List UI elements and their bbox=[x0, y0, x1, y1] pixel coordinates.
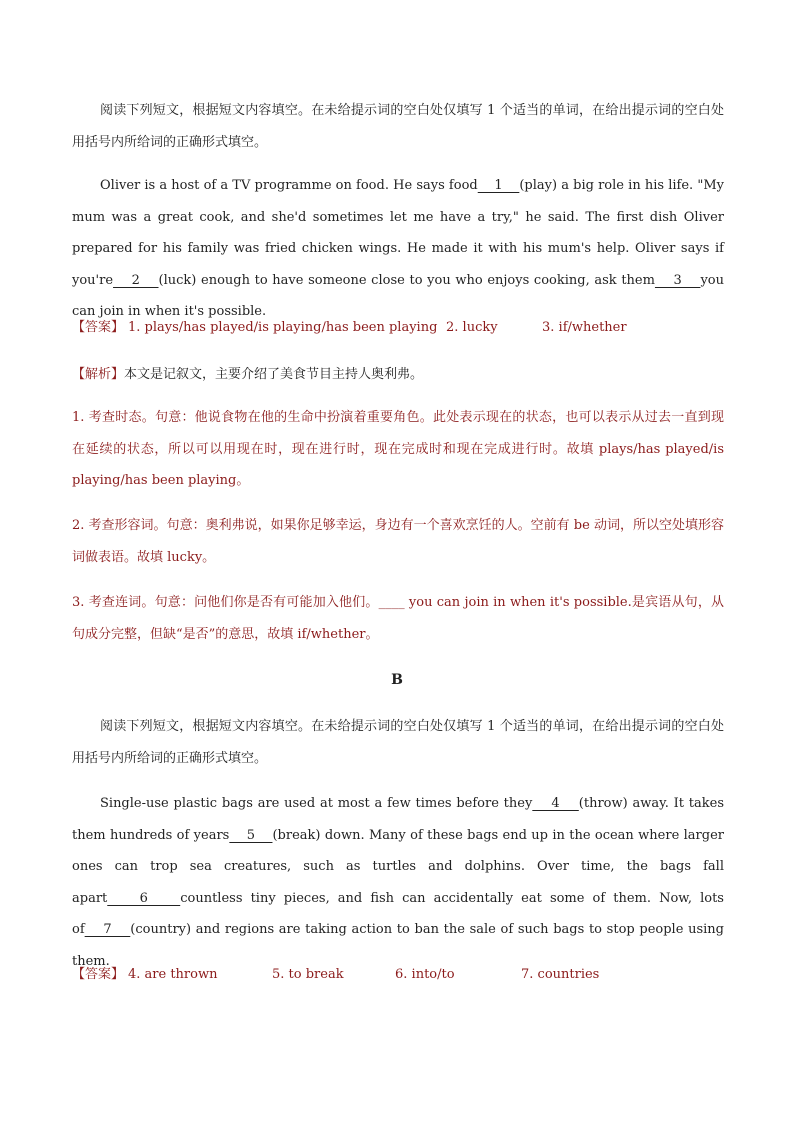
blank-1: 1 bbox=[477, 178, 520, 193]
answer-1: 1. plays/has played/is playing/has been playing bbox=[128, 320, 438, 335]
blank-7: 7 bbox=[84, 922, 131, 937]
answer-2: 2. lucky bbox=[446, 320, 498, 335]
section-b-instruction: 阅读下列短文，根据短文内容填空。在未给提示词的空白处仅填写 1 个适当的单词，在给出提示词的空白处用括号内所给词的正确形式填空。 bbox=[72, 719, 724, 766]
passage-text: you can join in when it's possible. bbox=[72, 272, 724, 319]
analysis-item-2: 2. 考查形容词。句意：奥利弗说，如果你足够幸运，身边有一个喜欢烹饪的人。空前有 be 动词，所以空处填形容词做表语。故填 lucky。 bbox=[72, 518, 724, 565]
answer-tag: 【答案】 bbox=[72, 967, 125, 982]
section-b-passage bbox=[72, 788, 724, 977]
answer-7: 7. countries bbox=[521, 967, 600, 982]
answer-3: 3. if/whether bbox=[542, 320, 627, 335]
blank-3: 3 bbox=[654, 272, 701, 288]
answer-4: 4. are thrown bbox=[128, 967, 218, 982]
passage-text: (play) a big role in his life. "My mum was a great cook, and she'd sometimes let me have a try," he said. The first dish Oliver prepared for his family was fried chicken wings. He made it with his mum's help. Oliver says if you're bbox=[72, 178, 724, 288]
answer-6: 6. into/to bbox=[395, 967, 455, 982]
blank-6: 6 bbox=[107, 890, 181, 906]
passage-text: Single-use plastic bags are used at most a few times before they bbox=[100, 796, 533, 811]
analysis-intro bbox=[72, 359, 724, 391]
blank-2: 2 bbox=[113, 272, 159, 288]
analysis-item-1: 1. 考查时态。句意：他说食物在他的生命中扮演着重要角色。此处表示现在的状态，也可以表示从过去一直到现在延续的状态，所以可以用现在时，现在进行时，现在完成时和现在完成进行时。故填 plays/has played/is playing/has been playing。 bbox=[72, 410, 724, 488]
answer-tag: 【答案】 bbox=[72, 320, 125, 335]
section-a-passage bbox=[72, 170, 724, 328]
passage-text: (throw) away. It takes them hundreds of years bbox=[72, 796, 724, 843]
passage-text: (break) down. Many of these bags end up in the ocean where larger ones can trop sea creatures, such as turtles and dolphins. Over time, the bags fall apart bbox=[72, 827, 724, 906]
passage-text: (luck) enough to have someone close to you who enjoys cooking, ask them bbox=[158, 272, 655, 288]
analysis-intro-text: 本文是记叙文，主要介绍了美食节目主持人奥利弗。 bbox=[124, 367, 424, 382]
section-a-instruction: 阅读下列短文，根据短文内容填空。在未给提示词的空白处仅填写 1 个适当的单词，在给出提示词的空白处用括号内所给词的正确形式填空。 bbox=[72, 103, 724, 150]
passage-text: countless tiny pieces, and fish can accidentally eat some of them. Now, lots of bbox=[72, 890, 724, 937]
passage-text: Oliver is a host of a TV programme on food. He says food bbox=[100, 178, 478, 193]
passage-text: (country) and regions are taking action to ban the sale of such bags to stop people using them. bbox=[72, 922, 724, 969]
blank-4: 4 bbox=[532, 796, 579, 811]
analysis-item-3: 3. 考查连词。句意：问他们你是否有可能加入他们。____ you can join in when it's possible.是宾语从句，从句成分完整，但缺“是否”的意思，故填 if/whether。 bbox=[72, 595, 724, 642]
section-b-heading: B bbox=[391, 672, 403, 688]
blank-5: 5 bbox=[229, 827, 273, 843]
analysis-tag: 【解析】 bbox=[72, 367, 125, 382]
answer-5: 5. to break bbox=[272, 967, 344, 982]
